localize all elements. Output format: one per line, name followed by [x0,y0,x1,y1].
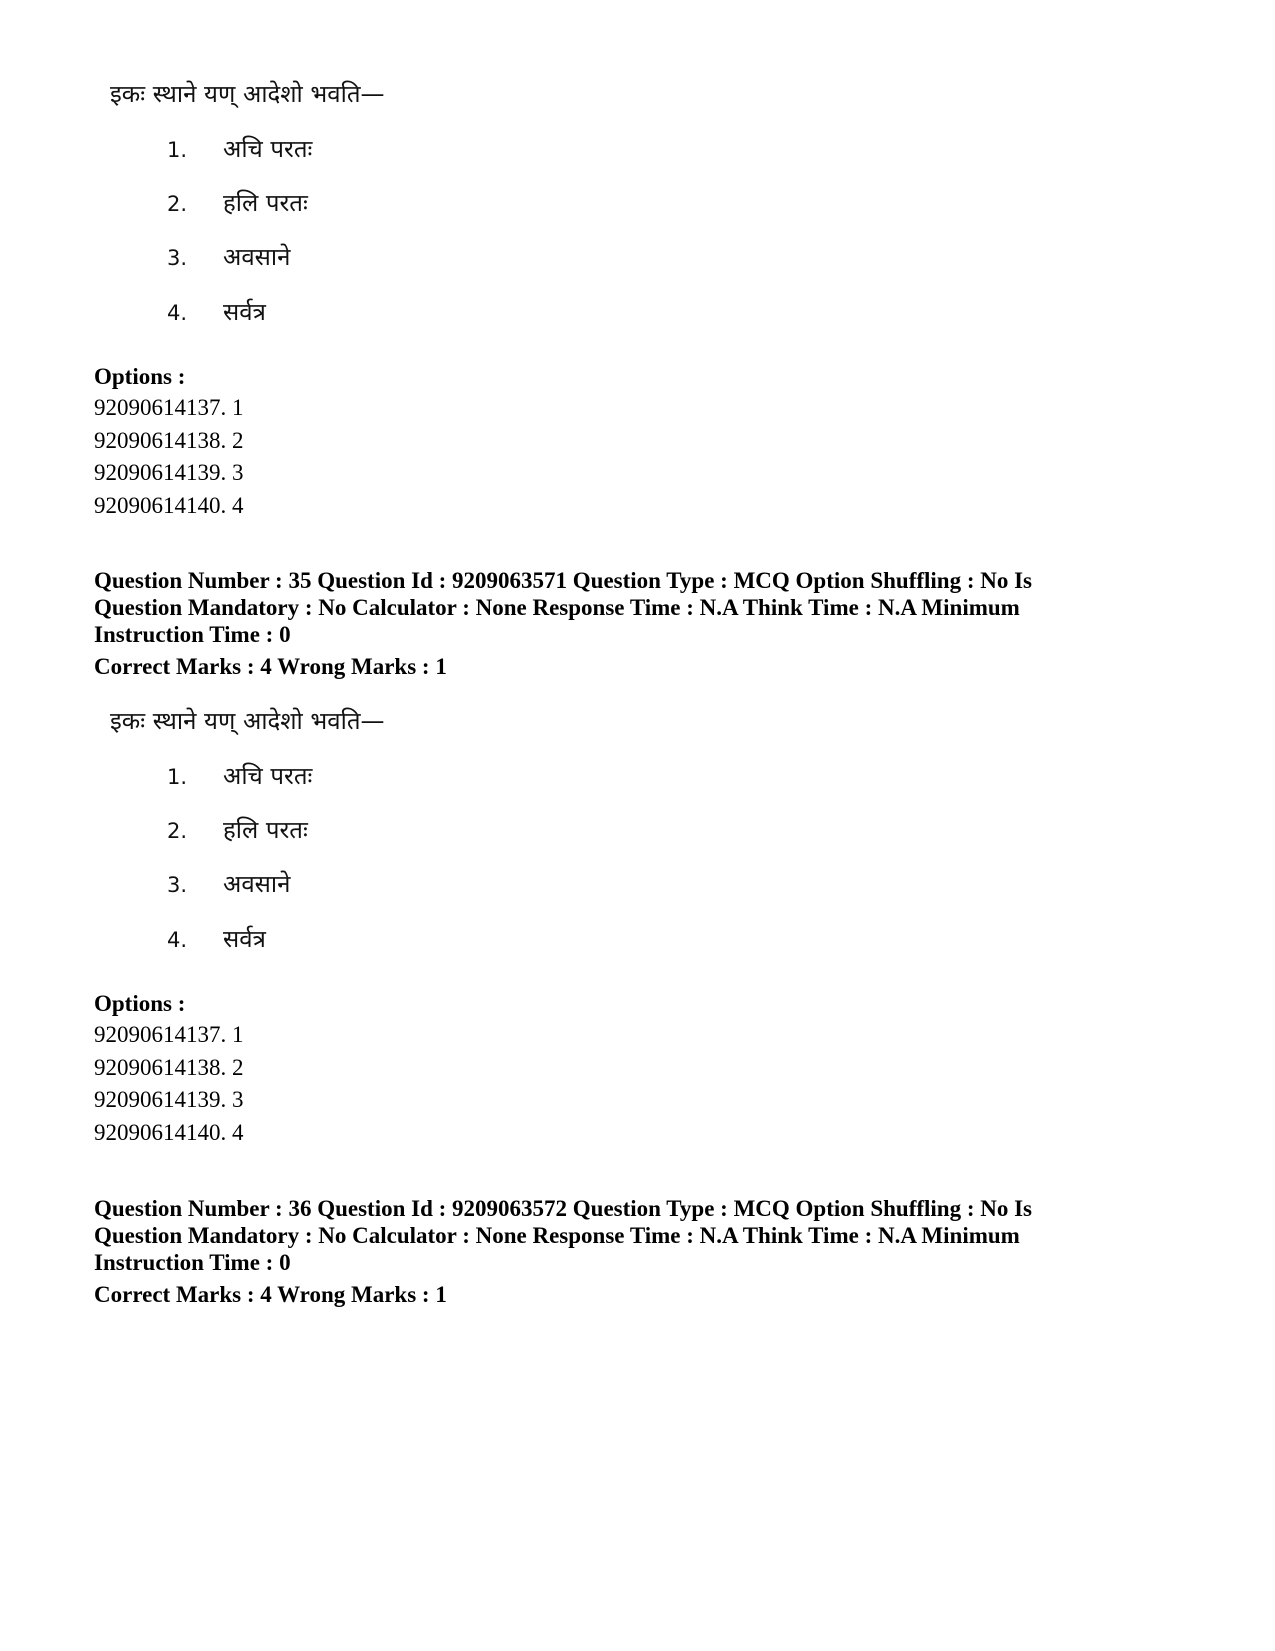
option-number: 1. [167,138,188,162]
options-list [94,392,244,523]
question-stem: इकः स्थाने यण् आदेशो भवति— [110,707,385,735]
option-number: 2. [167,819,188,843]
meta-line: Instruction Time : 0 [94,1250,291,1275]
question-option-4 [167,924,266,954]
meta-line: Question Number : 35 Question Id : 9209063571 Question Type : MCQ Option Shuffling : No Is [94,568,1033,593]
option-text: अचि परतः [223,135,313,163]
question-option-1 [167,134,312,164]
option-id-row: 92090614138. 2 [94,1054,244,1080]
question-option-2 [167,188,308,218]
option-id-row: 92090614140. 4 [94,493,244,519]
option-text: अवसाने [223,870,291,898]
option-text: अचि परतः [223,762,313,790]
option-number: 3. [167,873,188,897]
question-marks-36: Correct Marks : 4 Wrong Marks : 1 [94,1282,447,1307]
question-meta-35 [94,567,1094,648]
option-id-row: 92090614137. 1 [94,395,244,420]
option-text: सर्वत्र [223,298,266,326]
question-image-35 [110,706,710,953]
option-id-row: 92090614139. 3 [94,460,244,486]
option-text: अवसाने [223,243,291,271]
options-list [94,1019,244,1150]
option-number: 4. [167,928,188,952]
question-option-2 [167,815,308,845]
question-stem: इकः स्थाने यण् आदेशो भवति— [110,80,385,108]
option-text: सर्वत्र [223,925,266,953]
meta-line: Instruction Time : 0 [94,622,291,647]
question-option-4 [167,297,266,327]
option-text: हलि परतः [223,189,308,217]
question-option-3 [167,869,290,899]
meta-line: Question Mandatory : No Calculator : None Response Time : N.A Think Time : N.A Minimum [94,595,1020,620]
option-number: 3. [167,246,188,270]
option-text: हलि परतः [223,816,308,844]
question-image-1 [110,79,710,326]
meta-line: Question Number : 36 Question Id : 9209063572 Question Type : MCQ Option Shuffling : No Is [94,1196,1033,1221]
question-option-3 [167,242,290,272]
options-heading: Options : [94,364,186,389]
option-id-row: 92090614137. 1 [94,1022,244,1047]
question-meta-36 [94,1195,1094,1276]
option-id-row: 92090614139. 3 [94,1087,244,1113]
question-marks-35: Correct Marks : 4 Wrong Marks : 1 [94,654,447,679]
question-option-1 [167,761,312,791]
option-number: 1. [167,765,188,789]
option-number: 2. [167,192,188,216]
option-id-row: 92090614138. 2 [94,427,244,453]
option-number: 4. [167,301,188,325]
options-heading: Options : [94,991,186,1016]
option-id-row: 92090614140. 4 [94,1120,244,1146]
meta-line: Question Mandatory : No Calculator : None Response Time : N.A Think Time : N.A Minimum [94,1223,1020,1248]
